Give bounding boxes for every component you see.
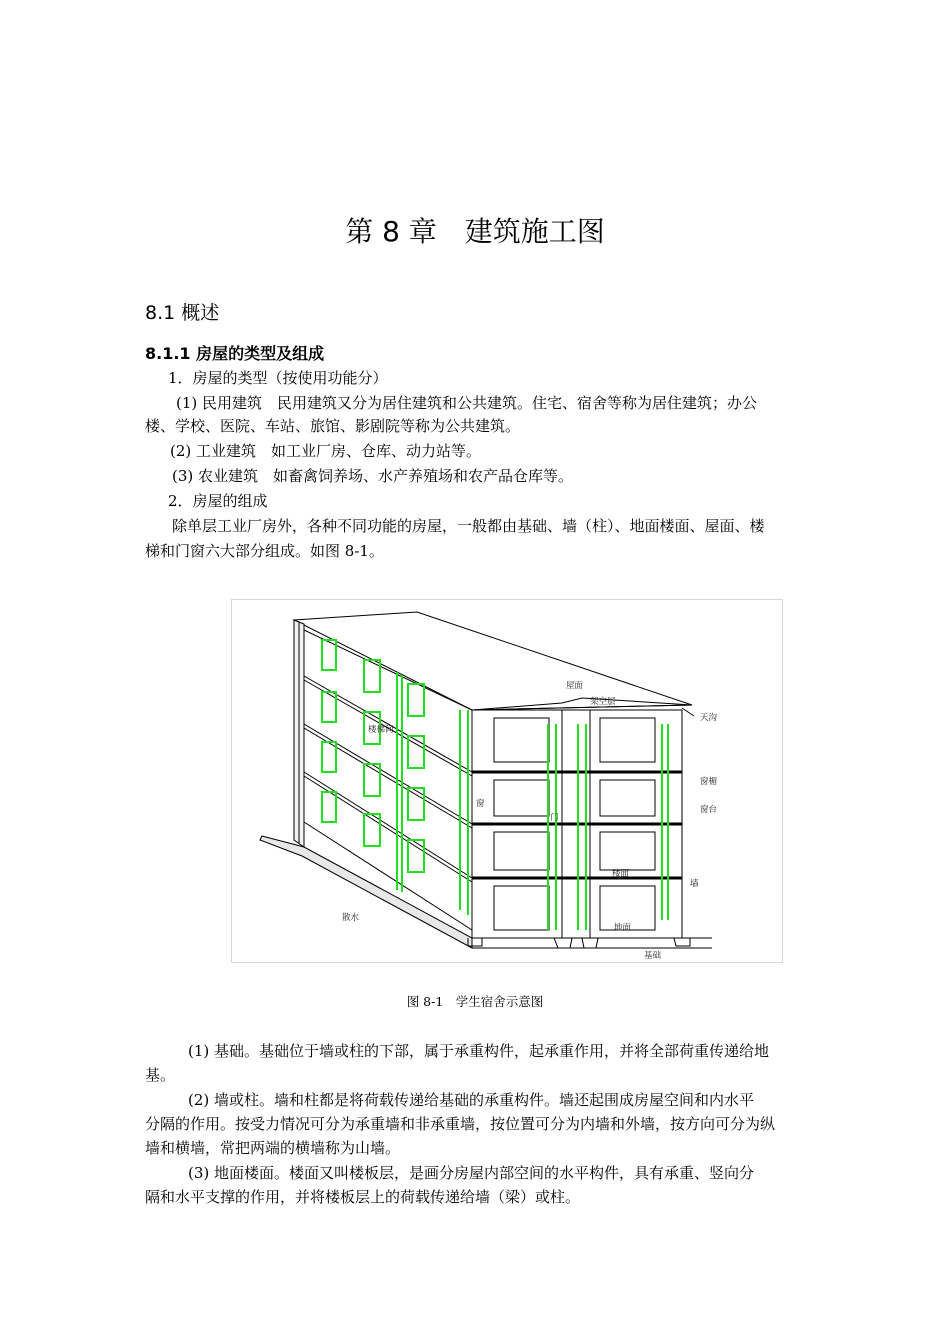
paragraph-line: (3) 地面楼面。楼面又叫楼板层，是画分房屋内部空间的水平构件，具有承重、竖向分	[188, 1164, 755, 1182]
paragraph-line: 隔和水平支撑的作用，并将楼板层上的荷载传递给墙（梁）或柱。	[145, 1188, 581, 1206]
paragraph-line: (2) 墙或柱。墙和柱都是将荷载传递给基础的承重构件。墙还起围成房屋空间和内水平	[188, 1091, 755, 1109]
paragraph-line: 墙和横墙，常把两端的横墙称为山墙。	[145, 1139, 401, 1157]
figure-8-1	[231, 599, 783, 963]
stair-label: 楼梯间	[368, 725, 394, 735]
paragraph-line: 分隔的作用。按受力情况可分为承重墙和非承重墙，按位置可分为内墙和外墙，按方向可分为纵	[145, 1115, 776, 1133]
paragraph-line: 除单层工业厂房外，各种不同功能的房屋，一般都由基础、墙（柱）、地面楼面、屋面、楼	[172, 517, 765, 535]
list-item: (2) 工业建筑 如工业厂房、仓库、动力站等。	[170, 442, 482, 460]
list-item: 2．房屋的组成	[168, 492, 268, 510]
wall-label: 墙	[690, 879, 699, 889]
sill-label: 窗台	[700, 805, 718, 815]
chapter-title: 第 8 章 建筑施工图	[345, 215, 605, 248]
window-label: 窗	[476, 799, 485, 809]
list-item: 1．房屋的类型（按使用功能分）	[168, 369, 388, 387]
door-label: 门	[550, 813, 559, 823]
apron-label: 散水	[342, 913, 360, 923]
section-title: 8.1 概述	[145, 302, 220, 324]
gutter-label: 天沟	[700, 713, 718, 723]
roof-label: 屋面	[566, 681, 584, 691]
paragraph-line: (1) 基础。基础位于墙或柱的下部，属于承重构件，起承重作用，并将全部荷重传递给地	[188, 1042, 770, 1060]
figure-caption: 图 8-1 学生宿舍示意图	[406, 994, 544, 1009]
building-section-drawing	[232, 600, 782, 962]
foundation-label: 基础	[644, 951, 662, 961]
paragraph-line: 梯和门窗六大部分组成。如图 8-1。	[145, 542, 384, 560]
list-item: 楼、学校、医院、车站、旅馆、影剧院等称为公共建筑。	[145, 417, 521, 435]
subsection-title: 8.1.1 房屋的类型及组成	[145, 344, 325, 363]
list-item: (1) 民用建筑 民用建筑又分为居住建筑和公共建筑。住宅、宿舍等称为居住建筑；办公	[176, 394, 758, 412]
overhead-layer-label: 架空层	[590, 697, 616, 707]
paragraph-line: 基。	[145, 1066, 176, 1084]
list-item: (3) 农业建筑 如畜禽饲养场、水产养殖场和农产品仓库等。	[172, 467, 574, 485]
floor-label: 楼面	[612, 869, 630, 879]
lintel-label: 窗楣	[700, 777, 718, 787]
ground-label: 地面	[614, 923, 632, 933]
